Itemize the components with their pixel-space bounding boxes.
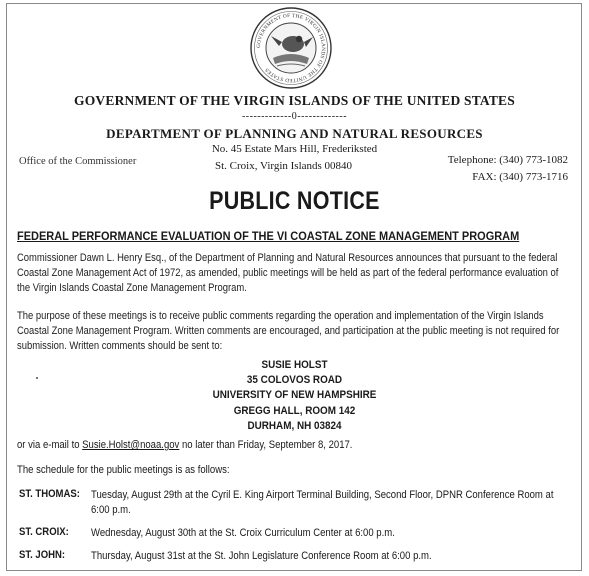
email-deadline: no later than Friday, September 8, 2017. (179, 439, 353, 451)
recipient-name: SUSIE HOLST (261, 359, 328, 371)
recipient-address (0, 358, 589, 434)
recipient-city: DURHAM, NH 03824 (247, 419, 342, 432)
address-line-1: No. 45 Estate Mars Hill, Frederiksted (211, 143, 378, 155)
schedule-intro: The schedule for the public meetings is as follows: (17, 464, 230, 476)
telephone-number: Telephone: (340) 773-1082 (447, 154, 568, 166)
meeting-location-st-john: ST. JOHN: (19, 549, 66, 561)
notice-subtitle: FEDERAL PERFORMANCE EVALUATION OF THE VI COASTAL ZONE MANAGEMENT PROGRAM (17, 229, 520, 243)
department-heading: DEPARTMENT OF PLANNING AND NATURAL RESOURCES (106, 126, 483, 141)
heading-separator: -------------0------------- (241, 111, 348, 122)
notice-title: PUBLIC NOTICE (209, 187, 380, 215)
email-instructions (17, 439, 352, 451)
recipient-street: 35 COLOVOS ROAD (246, 374, 343, 387)
office-label: Office of the Commissioner (19, 156, 137, 167)
meeting-details-st-croix: Wednesday, August 30th at the St. Croix Curriculum Center at 6:00 p.m. (91, 527, 395, 539)
email-prefix: or via e-mail to (17, 439, 83, 451)
address-line-2: St. Croix, Virgin Islands 00840 (215, 160, 353, 172)
recipient-building: GREGG HALL, ROOM 142 (233, 404, 356, 417)
svg-text:GOVERNMENT OF THE VIRGIN ISLAN: GOVERNMENT OF THE VIRGIN ISLANDS OF THE UNITED STATES (255, 12, 327, 84)
fax-number: FAX: (340) 773-1716 (472, 171, 568, 183)
email-link[interactable]: Susie.Holst@noaa.gov (82, 439, 180, 451)
meeting-location-st-croix: ST. CROIX: (19, 526, 69, 538)
paragraph-purpose: The purpose of these meetings is to receive public comments regarding the operation and implementation of the Virgin Islands Coastal Zone Management Program. Written comments are encouraged, and participation at the public meeting is not required for submission. Written comments should be sent to: (17, 310, 560, 352)
paragraph-announcement: Commissioner Dawn L. Henry Esq., of the Department of Planning and Natural Resources announces that pursuant to the federal Coastal Zone Management Act of 1972, as amended, public meetings will be held as part of the federal performance evaluation of the Virgin Islands Coastal Zone Management Program. (17, 252, 559, 294)
meeting-details-st-thomas: Tuesday, August 29th at the Cyril E. King Airport Terminal Building, Second Floor, DPNR Conference Room at 6:00 p.m. (91, 489, 554, 516)
government-heading: GOVERNMENT OF THE VIRGIN ISLANDS OF THE UNITED STATES (74, 93, 515, 108)
meeting-details-st-john: Thursday, August 31st at the St. John Legislature Conference Room at 6:00 p.m. (91, 550, 432, 562)
recipient-institution: UNIVERSITY OF NEW HAMPSHIRE (212, 389, 377, 402)
government-seal-icon (249, 6, 333, 90)
meeting-location-st-thomas: ST. THOMAS: (19, 488, 80, 500)
